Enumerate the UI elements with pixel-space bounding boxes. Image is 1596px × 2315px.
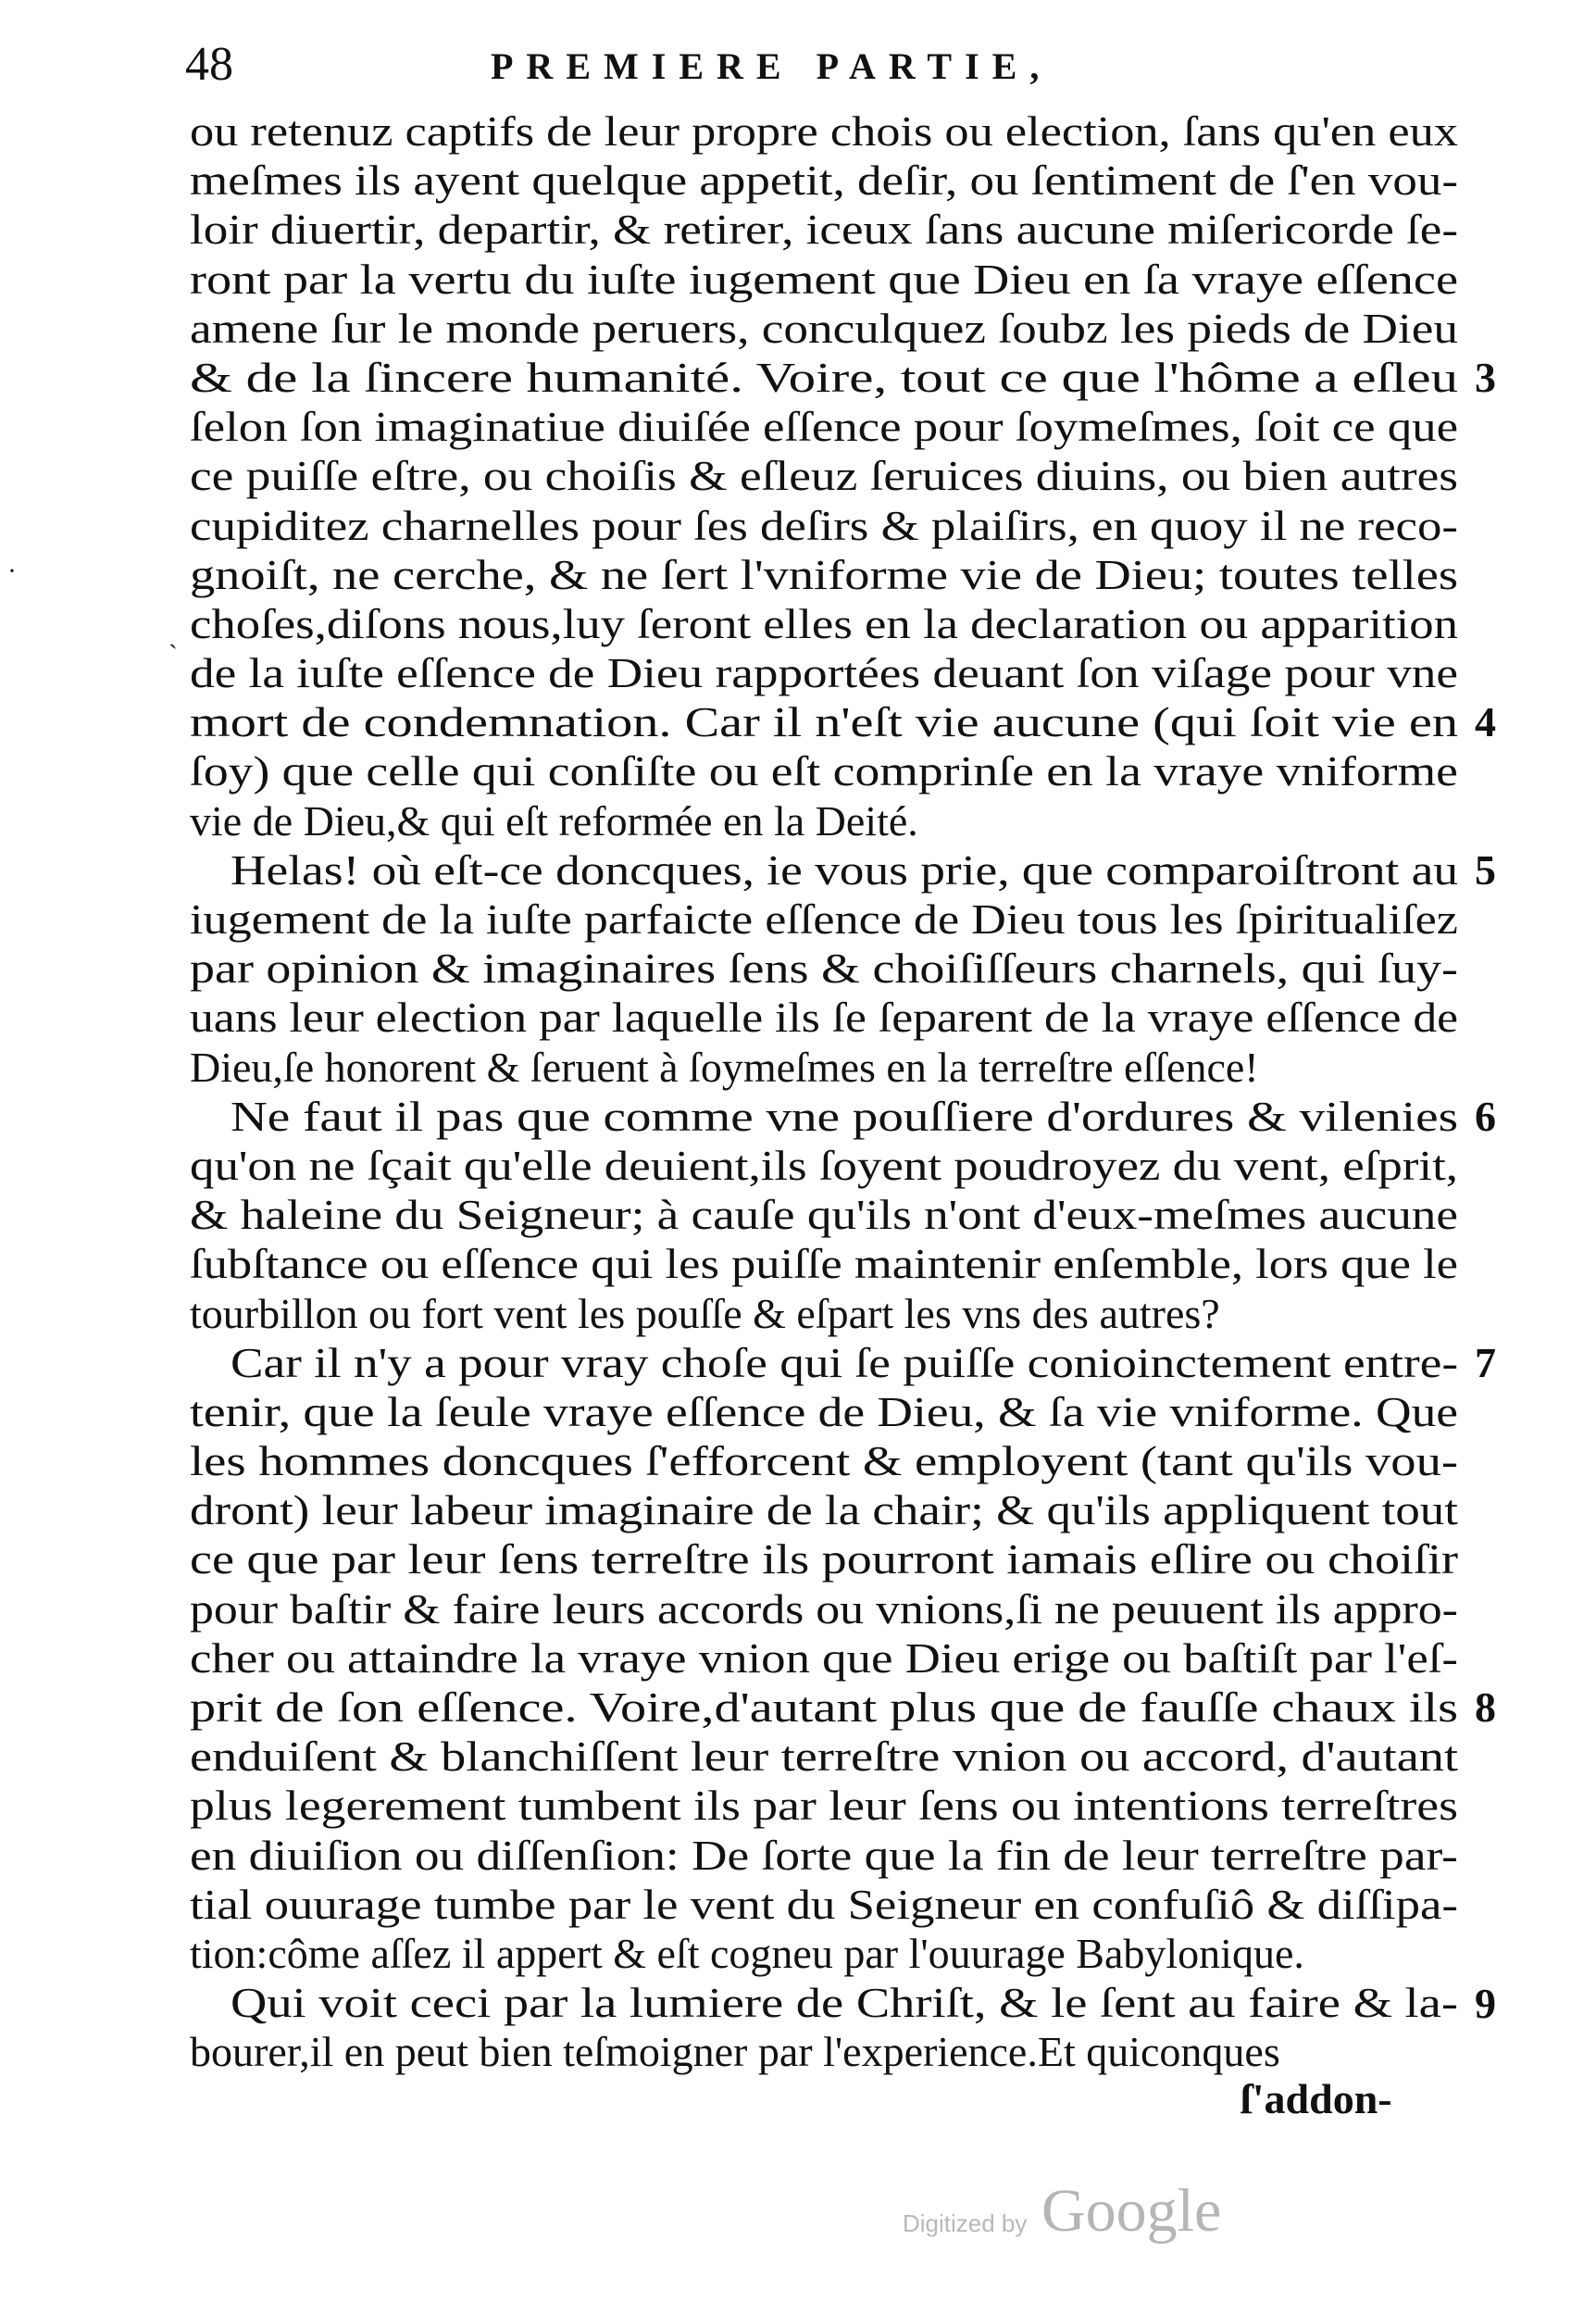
- text-line: [190, 106, 1458, 156]
- text-line-content: enduiſent & blanchiſſent leur terreſtre vnion ou accord, d'autant: [190, 1733, 1458, 1781]
- text-line-content: tourbillon ou fort vent les pouſſe & eſpart les vns des autres?: [190, 1289, 1220, 1337]
- page-number: 48: [185, 38, 233, 91]
- text-line-content: plus legerement tumbent ils par leur ſens ou intentions terreſtres: [190, 1782, 1459, 1830]
- text-line: [190, 944, 1458, 993]
- running-head: [185, 28, 1389, 102]
- text-line-content: iugement de la iuſte parfaicte eſſence de Dieu tous les ſpiritualiſez: [190, 895, 1458, 943]
- text-line: [190, 304, 1458, 353]
- text-line: [190, 746, 1458, 795]
- text-line: [190, 1633, 1458, 1683]
- text-line: [190, 1831, 1458, 1880]
- text-line-content: amene ſur le monde peruers, conculquez ſoubz les pieds de Dieu: [190, 304, 1458, 352]
- text-line-content: Car il n'y a pour vray choſe qui ſe puiſſe conioinctement entre-: [231, 1338, 1459, 1386]
- verse-number: 9: [1475, 1979, 1496, 2027]
- text-line-content: en diuiſion ou diſſenſion: De ſorte que la fin de leur terreſtre par-: [190, 1831, 1458, 1879]
- text-line: [190, 1190, 1458, 1239]
- verse-number: 5: [1475, 846, 1496, 894]
- text-line-content: meſmes ils ayent quelque appetit, deſir, ou ſentiment de ſ'en vou-: [190, 156, 1459, 205]
- text-line-content: loir diuertir, departir, & retirer, iceux ſans aucune miſericorde ſe-: [190, 206, 1459, 254]
- text-line: [190, 845, 1458, 895]
- text-line-content: tial ouurage tumbe par le vent du Seigneur en confuſiô & diſſipa-: [190, 1880, 1458, 1928]
- text-line-content: ſelon ſon imaginatiue diuiſée eſſence pour ſoymeſmes, ſoit ce que: [190, 403, 1459, 451]
- text-line-content: ront par la vertu du iuſte iugement que Dieu en ſa vraye eſſence: [190, 255, 1459, 303]
- text-line-content: Helas! où eſt-ce doncques, ie vous prie, que comparoiſtront au: [231, 845, 1459, 894]
- margin-tick-mark: ˎ: [168, 619, 178, 649]
- verse-number: 3: [1475, 354, 1496, 401]
- google-logo: Google: [1041, 2177, 1222, 2245]
- text-line: [190, 255, 1458, 304]
- text-line: [190, 697, 1458, 746]
- text-line: [190, 1436, 1458, 1485]
- text-line: [190, 451, 1458, 500]
- text-line-content: & de la ſincere humanité. Voire, tout ce que l'hôme a eſleu: [190, 353, 1459, 401]
- running-title: PREMIERE PARTIE,: [491, 45, 1053, 87]
- text-line-content: bourer,il en peut bien teſmoigner par l'experience.Et quiconques: [190, 2028, 1280, 2076]
- text-line-content: ſubſtance ou eſſence qui les puiſſe maintenir enſemble, lors que le: [190, 1240, 1458, 1288]
- text-line: [190, 501, 1458, 550]
- watermark-prefix: Digitized by: [903, 2209, 1028, 2237]
- text-line: [190, 1584, 1458, 1633]
- text-line: [190, 2027, 1458, 2076]
- verse-number: 7: [1475, 1339, 1496, 1386]
- text-line-content: cupiditez charnelles pour ſes deſirs & plaiſirs, en quoy il ne reco-: [190, 501, 1458, 549]
- text-line: [190, 599, 1458, 648]
- text-line: [190, 1289, 1458, 1338]
- text-line: [190, 993, 1458, 1042]
- text-line: [190, 1534, 1458, 1583]
- text-line: [190, 1929, 1458, 1978]
- text-line-content: tenir, que la ſeule vraye eſſence de Dieu, & ſa vie vniforme. Que: [190, 1387, 1458, 1435]
- text-line: [190, 1732, 1458, 1781]
- text-line-content: tion:côme aſſez il appert & eſt cogneu par l'ouurage Babylonique.: [190, 1929, 1304, 1977]
- text-line-content: cher ou attaindre la vraye vnion que Dieu erige ou baſtiſt par l'eſ-: [190, 1633, 1459, 1682]
- text-line: [190, 895, 1458, 944]
- text-line-content: vie de Dieu,& qui eſt reformée en la Deité.: [190, 796, 918, 845]
- text-line-content: dront) leur labeur imaginaire de la chair; & qu'ils appliquent tout: [190, 1486, 1458, 1534]
- text-line-content: Qui voit ceci par la lumiere de Chriſt, & le ſent au faire & la-: [231, 1979, 1458, 2027]
- text-line: [190, 1239, 1458, 1288]
- digitization-watermark: [903, 2176, 1254, 2250]
- text-line-content: gnoiſt, ne cerche, & ne ſert l'vniforme vie de Dieu; toutes telles: [190, 550, 1459, 598]
- margin-tick-mark: ·: [7, 556, 17, 586]
- text-line-content: ou retenuz captifs de leur propre chois ou election, ſans qu'en eux: [190, 107, 1459, 155]
- text-line: [190, 353, 1458, 402]
- text-line-content: par opinion & imaginaires ſens & choiſiſſeurs charnels, qui ſuy-: [190, 945, 1458, 993]
- text-line: [190, 1043, 1458, 1092]
- text-line-content: ſoy) que celle qui conſiſte ou eſt comprinſe en la vraye vniforme: [190, 747, 1458, 795]
- text-line-content: & haleine du Seigneur; à cauſe qu'ils n'ont d'eux-meſmes aucune: [190, 1191, 1458, 1239]
- verse-number: 4: [1475, 698, 1496, 746]
- text-line-content: uans leur election par laquelle ils ſe ſeparent de la vraye eſſence de: [190, 994, 1459, 1042]
- verse-number: 8: [1475, 1683, 1496, 1732]
- text-line-content: Dieu,ſe honorent & ſeruent à ſoymeſmes en la terreſtre eſſence!: [190, 1043, 1259, 1091]
- text-line: [190, 1141, 1458, 1190]
- text-line-content: mort de condemnation. Car il n'eſt vie aucune (qui ſoit vie en: [190, 698, 1458, 746]
- text-line: [190, 156, 1458, 205]
- text-line: [190, 1387, 1458, 1436]
- text-line: [190, 1978, 1458, 2027]
- text-line: [190, 1781, 1458, 1830]
- text-line: [190, 402, 1458, 451]
- text-line: [190, 1338, 1458, 1387]
- text-line: [190, 1485, 1458, 1534]
- text-line-content: ce puiſſe eſtre, ou choiſis & eſleuz ſeruices diuins, ou bien autres: [190, 452, 1459, 500]
- text-line-content: choſes,diſons nous,luy ſeront elles en la declaration ou apparition: [190, 599, 1459, 647]
- text-line: [190, 1683, 1458, 1732]
- text-line: [190, 550, 1458, 599]
- body-text: [190, 106, 1458, 2077]
- verse-number: 6: [1475, 1093, 1496, 1140]
- text-line-content: Ne faut il pas que comme vne pouſſiere d'ordures & vilenies: [231, 1092, 1459, 1140]
- text-line: [190, 648, 1458, 697]
- text-line: [190, 1880, 1458, 1929]
- text-line-content: prit de ſon eſſence. Voire,d'autant plus que de fauſſe chaux ils: [190, 1683, 1459, 1731]
- text-line: [190, 1092, 1458, 1141]
- catchword: ſ'addon-: [1241, 2075, 1392, 2122]
- text-line-content: les hommes doncques ſ'efforcent & employent (tant qu'ils vou-: [190, 1437, 1459, 1485]
- text-line: [190, 796, 1458, 845]
- text-line-content: qu'on ne ſçait qu'elle deuient,ils ſoyent poudroyez du vent, eſprit,: [190, 1141, 1459, 1189]
- text-line-content: de la iuſte eſſence de Dieu rapportées deuant ſon viſage pour vne: [190, 649, 1459, 697]
- text-line: [190, 205, 1458, 254]
- text-line-content: pour baſtir & faire leurs accords ou vnions,ſi ne peuuent ils appro-: [190, 1584, 1458, 1633]
- text-line-content: ce que par leur ſens terreſtre ils pourront iamais eſlire ou choiſir: [190, 1535, 1459, 1583]
